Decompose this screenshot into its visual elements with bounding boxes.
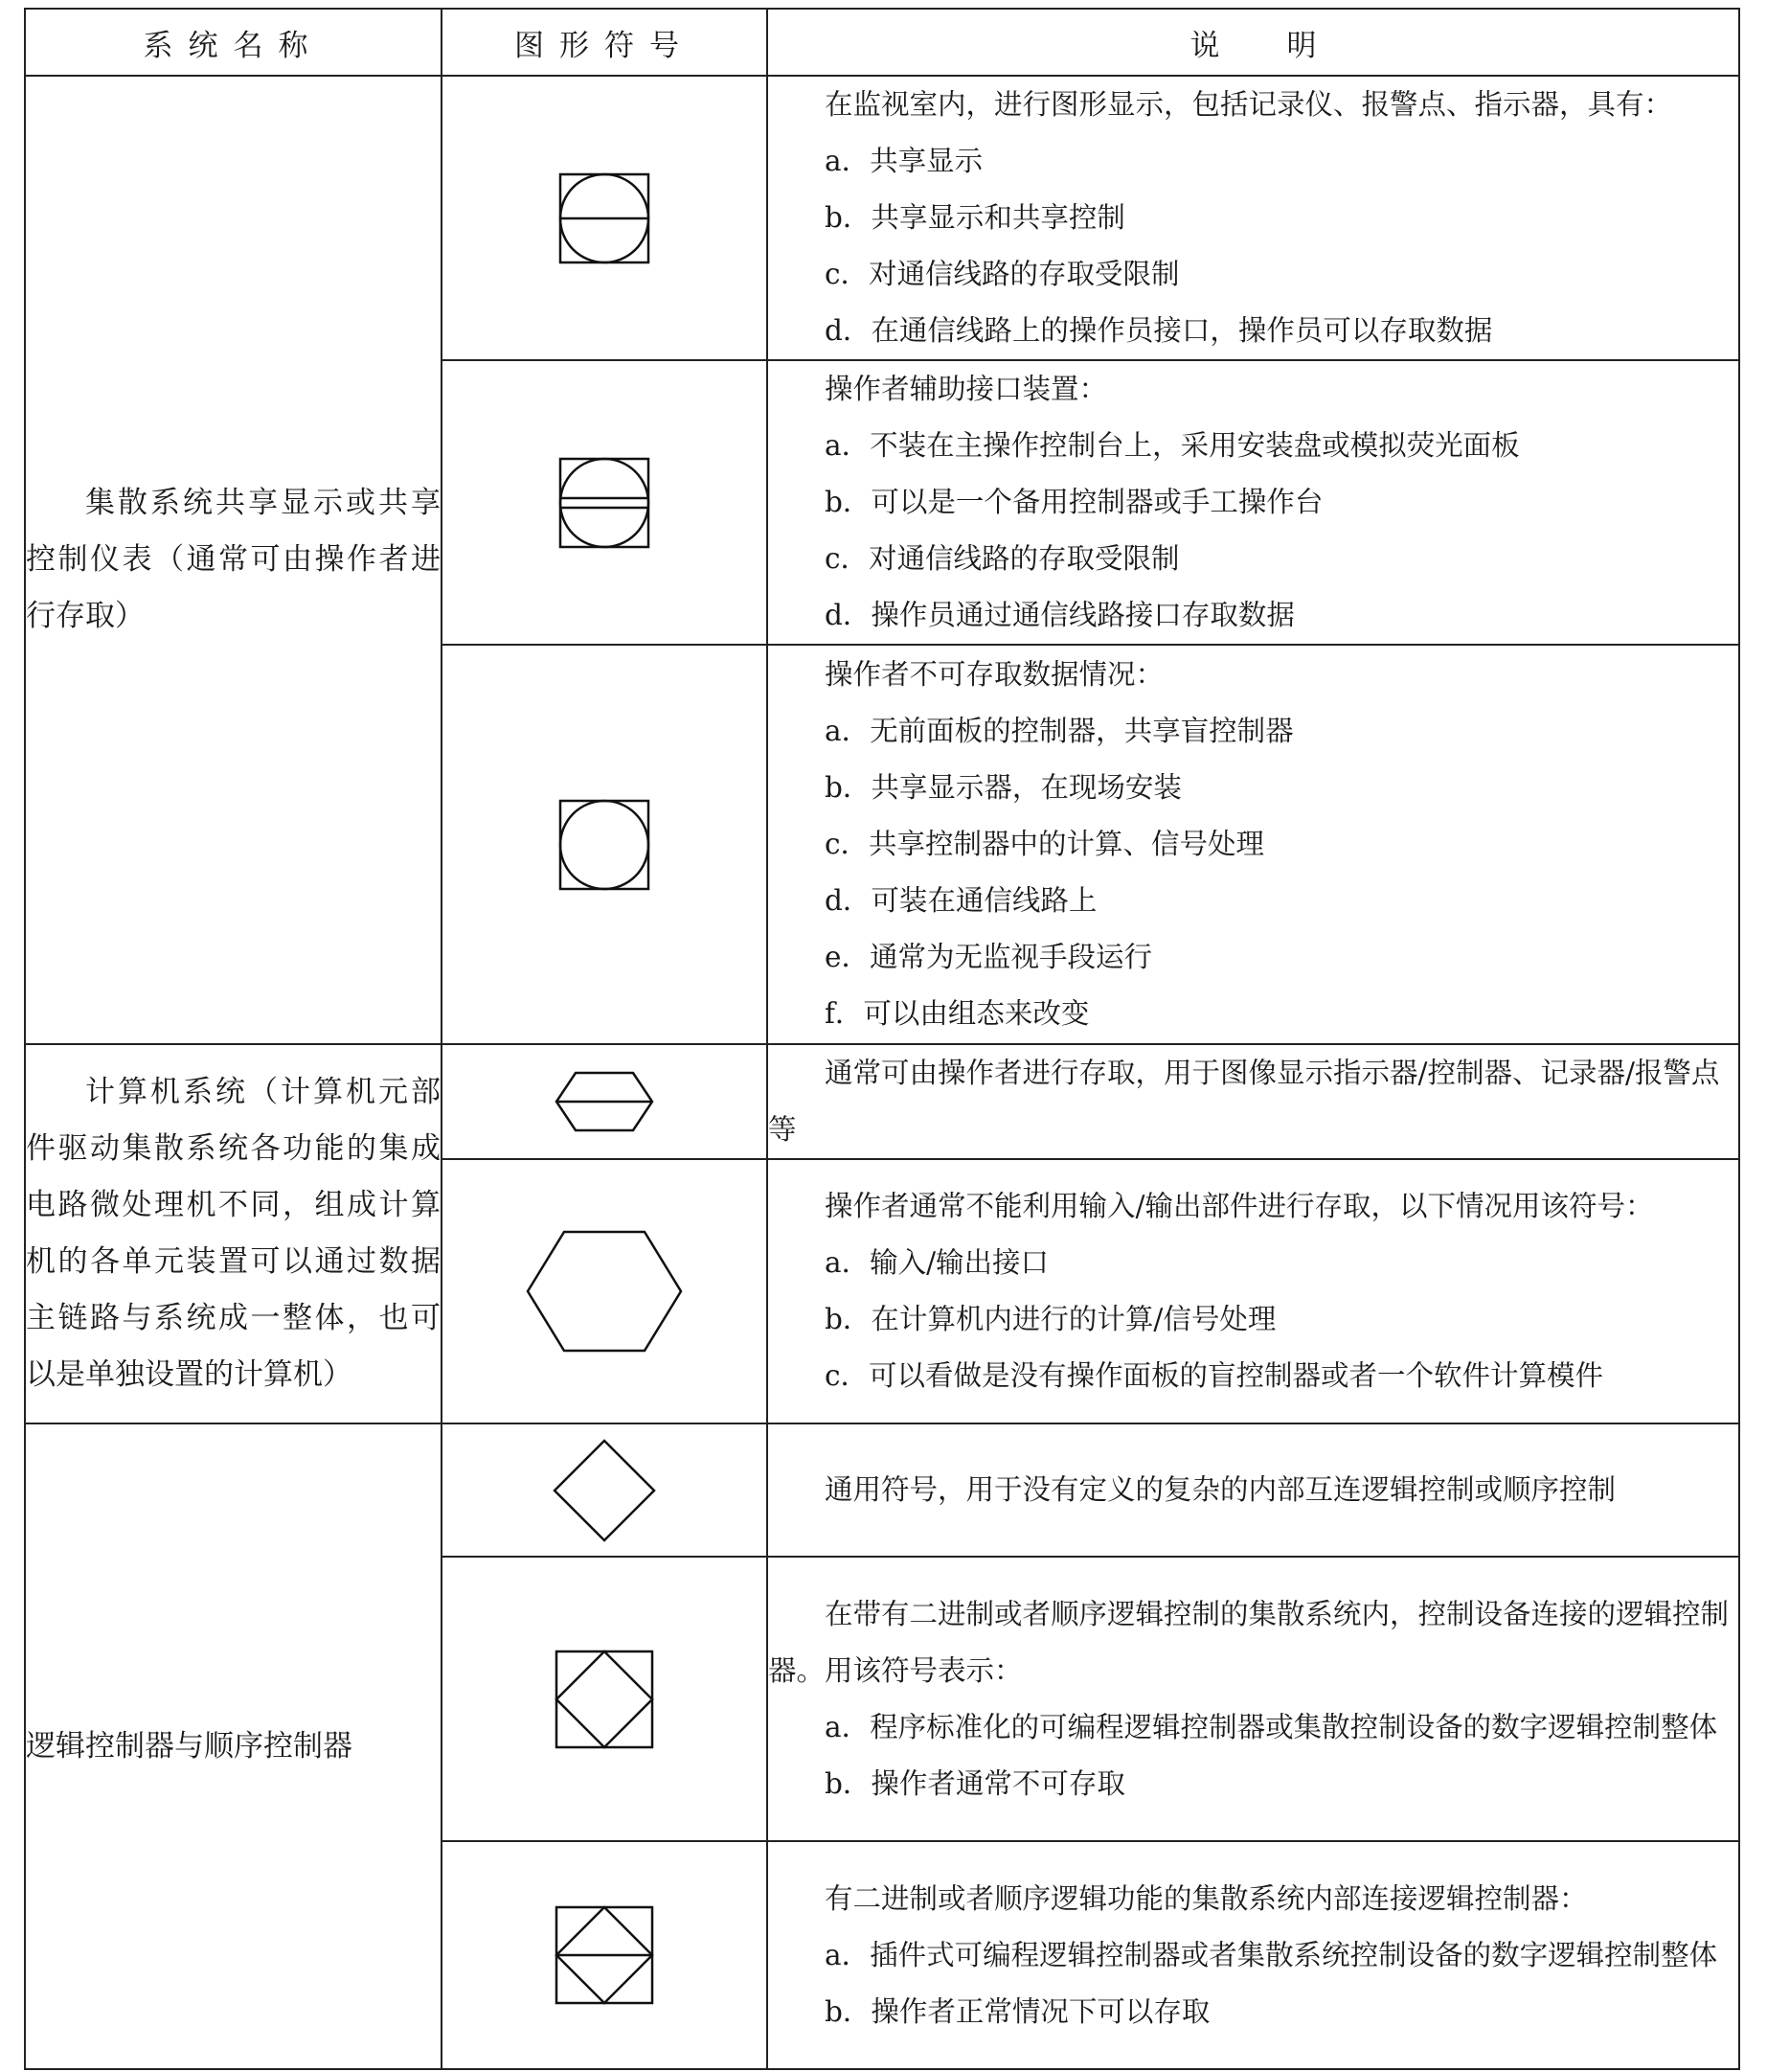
description-line: a．程序标准化的可编程逻辑控制器或集散控制设备的数字逻辑控制整体 <box>825 1710 1718 1743</box>
table-row <box>25 76 1739 360</box>
header-graphic-symbol: 图形符号 <box>442 9 767 76</box>
symbol-cell <box>442 1557 767 1841</box>
header-description: 说 明 <box>767 9 1739 76</box>
symbol-table <box>24 8 1740 2070</box>
hexagon-line-icon <box>555 1071 654 1132</box>
description-line: 操作者不可存取数据情况： <box>825 658 1165 691</box>
description-line: f．可以由组态来改变 <box>825 997 1090 1030</box>
description-line: b．操作者正常情况下可以存取 <box>825 1994 1211 2028</box>
description-line: d．在通信线路上的操作员接口，操作员可以存取数据 <box>825 314 1493 347</box>
description-line: b．可以是一个备用控制器或手工操作台 <box>825 486 1324 518</box>
description-line: a．不装在主操作控制台上，采用安装盘或模拟荧光面板 <box>825 429 1520 462</box>
square-diamond-line-icon <box>554 1904 655 2006</box>
description-cell <box>767 76 1739 360</box>
description-line: c．共享控制器中的计算、信号处理 <box>825 828 1265 860</box>
description-line: a．无前面板的控制器，共享盲控制器 <box>825 715 1294 747</box>
square-circle-icon <box>556 797 652 893</box>
description-line: 通常可由操作者进行存取，用于图像显示指示器/控制器、记录器/报警点等 <box>768 1057 1720 1146</box>
description-line: 操作者辅助接口装置： <box>825 373 1108 405</box>
symbol-cell <box>442 360 767 645</box>
description-cell <box>767 1423 1739 1557</box>
description-line: b．在计算机内进行的计算/信号处理 <box>825 1303 1277 1335</box>
description-line: 有二进制或者顺序逻辑功能的集散系统内部连接逻辑控制器： <box>825 1881 1588 1915</box>
description-line: a．插件式可编程逻辑控制器或者集散系统控制设备的数字逻辑控制整体 <box>825 1938 1718 1971</box>
description-line: 在监视室内，进行图形显示，包括记录仪、报警点、指示器，具有： <box>825 88 1673 121</box>
description-cell <box>767 1044 1739 1159</box>
description-cell <box>767 1841 1739 2069</box>
table-row <box>25 1044 1739 1159</box>
description-line: 在带有二进制或者顺序逻辑控制的集散系统内，控制设备连接的逻辑控制器。用该符号表示： <box>768 1597 1730 1687</box>
symbol-cell <box>442 645 767 1044</box>
system-name-shared-display: 集散系统共享显示或共享控制仪表（通常可由操作者进行存取） <box>25 76 442 1044</box>
description-line: c．对通信线路的存取受限制 <box>825 258 1180 290</box>
symbol-cell <box>442 1044 767 1159</box>
symbol-cell <box>442 1841 767 2069</box>
description-cell <box>767 360 1739 645</box>
description-line: b．共享显示器，在现场安装 <box>825 771 1182 804</box>
system-name-computer: 计算机系统（计算机元部件驱动集散系统各功能的集成电路微处理机不同，组成计算机的各单元装置可以通过数据主链路与系统成一整体，也可以是单独设置的计算机） <box>25 1044 442 1423</box>
symbol-cell <box>442 1423 767 1557</box>
description-line: 通用符号，用于没有定义的复杂的内部互连逻辑控制或顺序控制 <box>825 1473 1617 1506</box>
description-line: e．通常为无监视手段运行 <box>825 941 1152 973</box>
description-line: d．可装在通信线路上 <box>825 884 1098 917</box>
square-diamond-icon <box>554 1649 655 1750</box>
description-line: a．共享显示 <box>825 145 984 177</box>
description-line: c．对通信线路的存取受限制 <box>825 542 1180 575</box>
square-circle-line-icon <box>556 171 652 266</box>
description-cell <box>767 645 1739 1044</box>
diamond-icon <box>552 1438 657 1543</box>
symbol-cell <box>442 76 767 360</box>
description-cell <box>767 1557 1739 1841</box>
description-cell <box>767 1159 1739 1423</box>
description-line: a．输入/输出接口 <box>825 1246 1050 1279</box>
description-line: 操作者通常不能利用输入/输出部件进行存取，以下情况用该符号： <box>825 1190 1654 1222</box>
table-row <box>25 1423 1739 1557</box>
symbol-cell <box>442 1159 767 1423</box>
square-circle-double-line-icon <box>556 455 652 551</box>
table-header-row <box>25 9 1739 76</box>
description-line: d．操作员通过通信线路接口存取数据 <box>825 599 1295 631</box>
system-name-logic-controller: 逻辑控制器与顺序控制器 <box>25 1423 442 2069</box>
description-line: b．共享显示和共享控制 <box>825 201 1125 234</box>
hexagon-icon <box>526 1230 683 1353</box>
header-system-name: 系统名称 <box>25 9 442 76</box>
description-line: c．可以看做是没有操作面板的盲控制器或者一个软件计算模件 <box>825 1359 1604 1392</box>
description-line: b．操作者通常不可存取 <box>825 1766 1125 1800</box>
